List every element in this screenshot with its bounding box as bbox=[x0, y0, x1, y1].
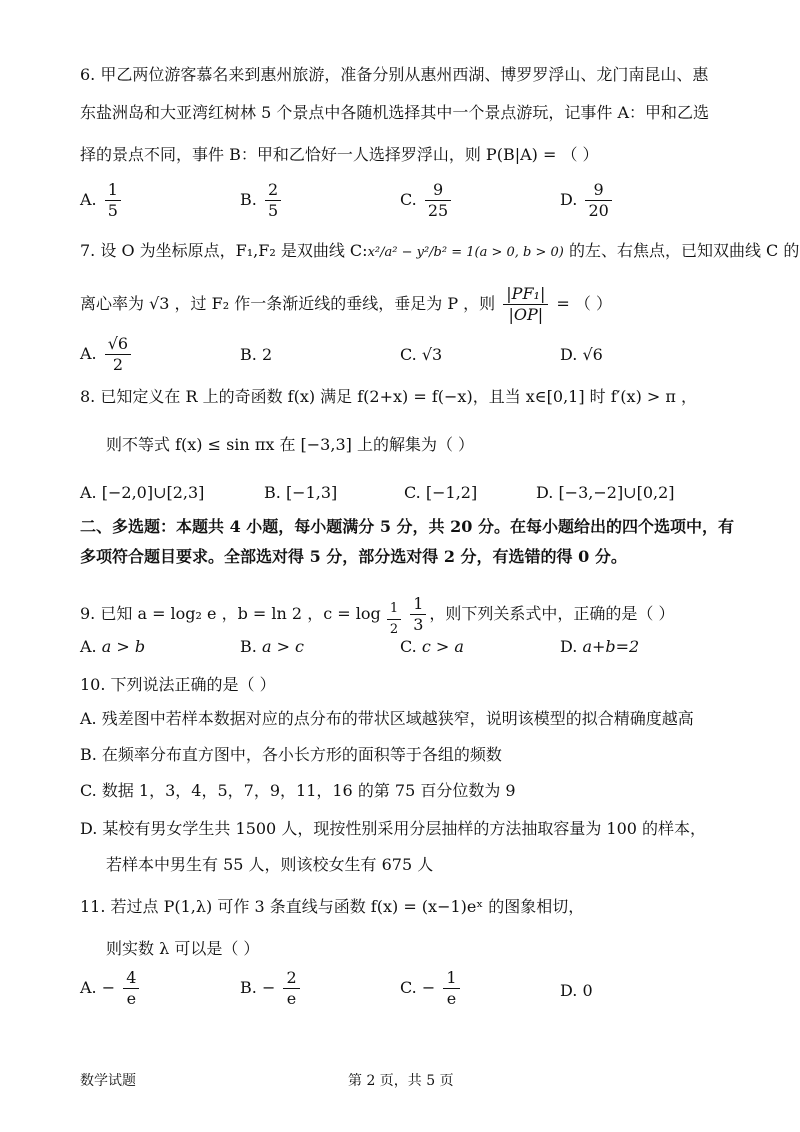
q10-option-b: B. 在频率分布直方图中，各小长方形的面积等于各组的频数 bbox=[80, 745, 502, 764]
footer-page-number: 第 2 页，共 5 页 bbox=[348, 1073, 454, 1089]
fraction-numerator: 1 bbox=[105, 180, 121, 201]
option-label: A. bbox=[80, 483, 97, 502]
option-label: D. bbox=[560, 190, 578, 209]
option-label: C. bbox=[400, 190, 417, 209]
option-label: B. bbox=[240, 978, 257, 997]
q9-option-a bbox=[80, 636, 145, 658]
q7-line1 bbox=[80, 240, 799, 264]
q7-stem-end: 的左、右焦点，已知双曲线 C 的 bbox=[563, 241, 800, 260]
option-value: c > a bbox=[421, 637, 464, 656]
q9-line1 bbox=[80, 594, 674, 640]
q9-stem-tail: ，则下列关系式中，正确的是（ ） bbox=[429, 604, 675, 623]
option-value: a+b=2 bbox=[582, 637, 640, 656]
q6-option-b bbox=[240, 180, 284, 221]
fraction-denominator: e bbox=[446, 989, 457, 1008]
option-label: A. bbox=[80, 637, 97, 656]
q8-line1: 8. 已知定义在 R 上的奇函数 f(x) 满足 f(2+x) = f(−x)，且当 x∈[0,1] 时 f′(x) > π ， bbox=[80, 387, 697, 406]
option-label: B. bbox=[240, 345, 257, 364]
footer-subject: 数学试题 bbox=[80, 1073, 136, 1089]
option-label: A. bbox=[80, 190, 97, 209]
fraction-denominator: 2 bbox=[112, 355, 124, 374]
minus-sign: − bbox=[261, 978, 276, 997]
log-base-numerator: 1 bbox=[387, 599, 401, 620]
q11-option-a bbox=[80, 968, 142, 1009]
ratio-numerator: |PF₁| bbox=[503, 284, 548, 305]
option-label: D. bbox=[560, 637, 578, 656]
q8-option-c bbox=[404, 482, 477, 504]
option-value: [−2,0]∪[2,3] bbox=[101, 483, 205, 502]
option-label: C. bbox=[400, 978, 417, 997]
q8-option-d bbox=[536, 482, 675, 504]
fraction-numerator: 9 bbox=[425, 180, 451, 201]
q6-option-d bbox=[560, 180, 615, 221]
option-value: 0 bbox=[582, 981, 593, 1000]
option-label: D. bbox=[560, 345, 578, 364]
option-label: C. bbox=[404, 483, 421, 502]
q9-option-c bbox=[400, 636, 464, 658]
minus-sign: − bbox=[421, 978, 436, 997]
q11-option-c bbox=[400, 968, 463, 1009]
q11-line1: 11. 若过点 P(1,λ) 可作 3 条直线与函数 f(x) = (x−1)eˣ 的图象相切， bbox=[80, 897, 585, 916]
q11-option-d bbox=[560, 980, 593, 1002]
q8-option-b bbox=[264, 482, 337, 504]
option-value: 2 bbox=[261, 345, 273, 364]
minus-sign: − bbox=[101, 978, 116, 997]
q7-line2 bbox=[80, 284, 612, 325]
option-label: D. bbox=[536, 483, 554, 502]
q6-option-c bbox=[400, 180, 454, 221]
fraction-denominator: 5 bbox=[107, 201, 118, 220]
q6-line1: 6. 甲乙两位游客慕名来到惠州旅游，准备分别从惠州西湖、博罗罗浮山、龙门南昆山、惠 bbox=[80, 65, 709, 84]
option-value: √3 bbox=[421, 345, 443, 364]
option-label: C. bbox=[400, 637, 417, 656]
option-label: B. bbox=[240, 637, 257, 656]
log-base-denominator: 2 bbox=[389, 622, 399, 637]
option-value: [−3,−2]∪[0,2] bbox=[558, 483, 675, 502]
q7-option-a bbox=[80, 334, 134, 375]
option-label: D. bbox=[560, 981, 578, 1000]
q9-option-d bbox=[560, 636, 639, 658]
option-value: a > c bbox=[261, 637, 305, 656]
q6-line2: 东盐洲岛和大亚湾红树林 5 个景点中各随机选择其中一个景点游玩，记事件 A：甲和乙选 bbox=[80, 103, 709, 122]
q11-option-b bbox=[240, 968, 303, 1009]
log-arg-denominator: 3 bbox=[413, 615, 424, 634]
q7-option-d bbox=[560, 344, 603, 366]
q10-option-a: A. 残差图中若样本数据对应的点分布的带状区域越狭窄，说明该模型的拟合精确度越高 bbox=[80, 709, 694, 728]
section2-heading-line2: 多项符合题目要求。全部选对得 5 分，部分选对得 2 分，有选错的得 0 分。 bbox=[80, 547, 627, 566]
q10-option-d-line1: D. 某校有男女学生共 1500 人，现按性别采用分层抽样的方法抽取容量为 100 的样本， bbox=[80, 819, 707, 838]
q9-option-b bbox=[240, 636, 304, 658]
q9-stem: 9. 已知 a = log₂ e ，b = ln 2 ，c = log bbox=[80, 604, 381, 623]
q8-option-a bbox=[80, 482, 204, 504]
q10-option-d-line2: 若样本中男生有 55 人，则该校女生有 675 人 bbox=[106, 855, 434, 874]
q6-line3: 择的景点不同，事件 B：甲和乙恰好一人选择罗浮山，则 P(B|A) = （ ） bbox=[80, 145, 599, 164]
option-value: √6 bbox=[582, 345, 603, 364]
q7-option-c bbox=[400, 344, 442, 366]
option-value: [−1,3] bbox=[285, 483, 338, 502]
ratio-denominator: |OP| bbox=[508, 305, 544, 324]
q11-line2: 则实数 λ 可以是（ ） bbox=[106, 939, 260, 958]
option-value: [−1,2] bbox=[425, 483, 478, 502]
fraction-numerator: 2 bbox=[265, 180, 281, 201]
q6-option-a bbox=[80, 180, 124, 221]
option-label: A. bbox=[80, 978, 97, 997]
fraction-numerator: 4 bbox=[123, 968, 139, 989]
hyperbola-equation: x²/a² − y²/b² = 1(a > 0, b > 0) bbox=[367, 245, 564, 260]
fraction-numerator: √6 bbox=[105, 334, 131, 355]
q7-stem-start: 7. 设 O 为坐标原点，F₁,F₂ 是双曲线 C: bbox=[80, 241, 368, 260]
section2-heading-line1: 二、多选题：本题共 4 小题，每小题满分 5 分，共 20 分。在每小题给出的四个选项中，有 bbox=[80, 517, 734, 536]
q10-option-c: C. 数据 1，3，4，5，7，9，11，16 的第 75 百分位数为 9 bbox=[80, 781, 516, 800]
fraction-denominator: 20 bbox=[588, 201, 609, 220]
fraction-numerator: 2 bbox=[283, 968, 299, 989]
q8-line2: 则不等式 f(x) ≤ sin πx 在 [−3,3] 上的解集为（ ） bbox=[106, 435, 475, 454]
option-label: B. bbox=[264, 483, 281, 502]
q7-line2-tail: = （ ） bbox=[551, 294, 613, 313]
option-label: C. bbox=[400, 345, 417, 364]
q7-line2-text: 离心率为 √3 ，过 F₂ 作一条渐近线的垂线，垂足为 P ，则 bbox=[80, 294, 496, 313]
option-value: a > b bbox=[101, 637, 146, 656]
fraction-numerator: 1 bbox=[443, 968, 459, 989]
option-label: A. bbox=[80, 344, 97, 363]
q10-stem: 10. 下列说法正确的是（ ） bbox=[80, 675, 276, 694]
option-label: B. bbox=[240, 190, 257, 209]
fraction-denominator: 25 bbox=[427, 201, 449, 220]
fraction-denominator: 5 bbox=[267, 201, 279, 220]
fraction-denominator: e bbox=[286, 989, 297, 1008]
q7-option-b bbox=[240, 344, 272, 366]
fraction-numerator: 9 bbox=[585, 180, 611, 201]
fraction-denominator: e bbox=[126, 989, 137, 1008]
log-arg-numerator: 1 bbox=[410, 594, 426, 615]
